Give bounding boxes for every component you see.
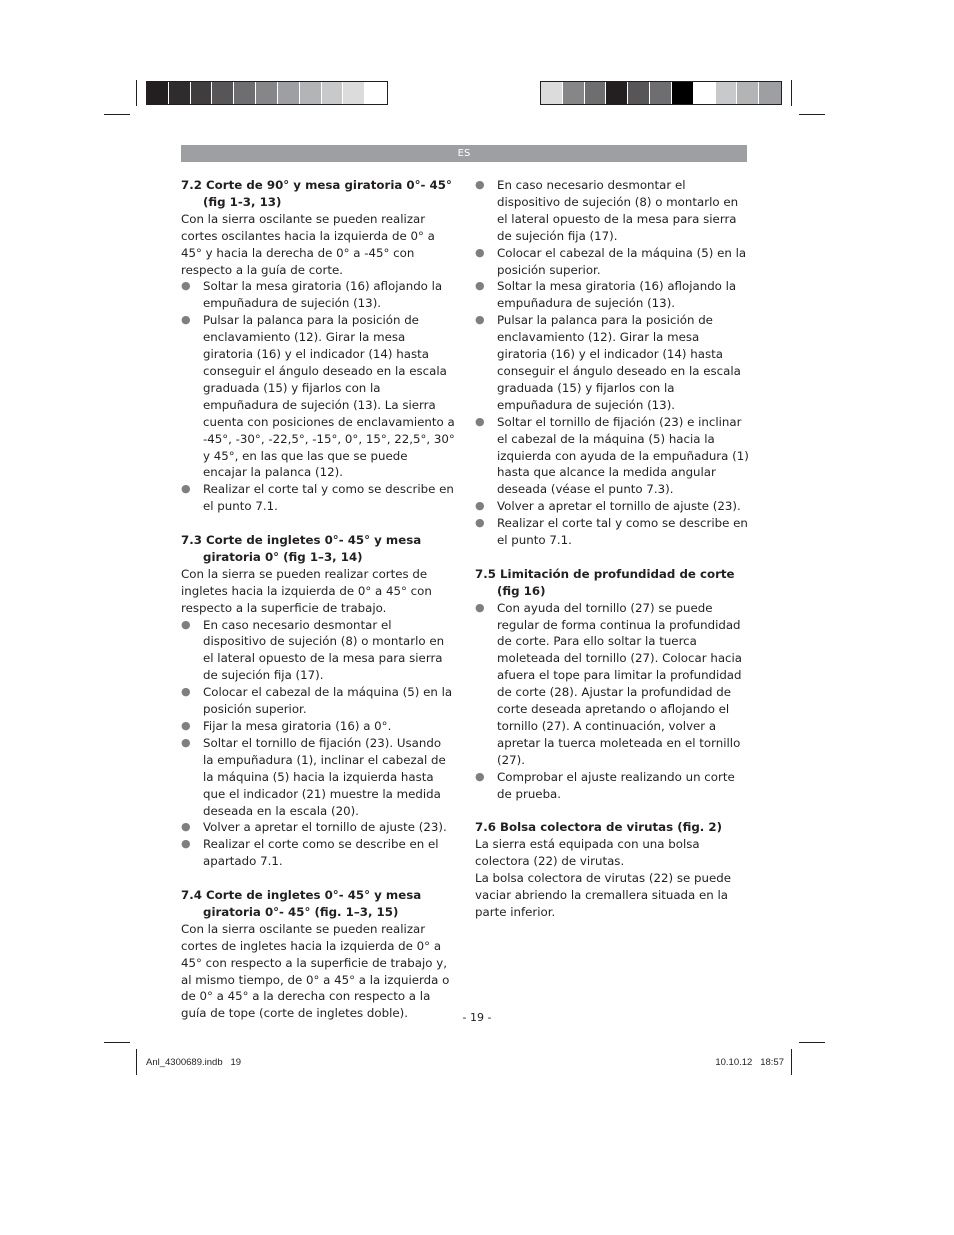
list-item-text: Soltar la mesa giratoria (16) aflojando la empuñadura de sujeción (13). bbox=[497, 279, 737, 311]
section bbox=[475, 819, 749, 920]
bullet-icon: ● bbox=[475, 279, 485, 293]
color-swatch bbox=[606, 82, 628, 104]
list-item-text: En caso necesario desmontar el dispositivo de sujeción (8) o montarlo en el lateral opuesto de la mesa para sierra de sujeción fija (17). bbox=[203, 617, 445, 683]
color-swatch bbox=[343, 82, 365, 104]
bullet-icon: ● bbox=[475, 245, 485, 259]
bullet-list bbox=[181, 617, 455, 871]
footer-file: Anl_4300689.indb 19 bbox=[146, 1057, 242, 1068]
bullet-list bbox=[475, 177, 749, 549]
section-paragraph: La bolsa colectora de virutas (22) se puede vaciar abriendo la cremallera situada en la parte inferior. bbox=[475, 871, 731, 919]
color-swatch bbox=[169, 82, 191, 104]
list-item bbox=[475, 312, 749, 413]
crop-mark bbox=[791, 80, 792, 106]
section bbox=[181, 887, 455, 1022]
bullet-icon: ● bbox=[181, 820, 191, 834]
crop-mark bbox=[799, 1042, 825, 1043]
list-item bbox=[475, 515, 749, 549]
color-swatch bbox=[737, 82, 759, 104]
list-item-text: Realizar el corte tal y como se describe en el punto 7.1. bbox=[203, 482, 454, 514]
footer-timestamp: 10.10.12 18:57 bbox=[715, 1057, 784, 1068]
bullet-icon: ● bbox=[181, 718, 191, 732]
color-swatch bbox=[650, 82, 672, 104]
bullet-icon: ● bbox=[475, 499, 485, 513]
color-swatch bbox=[694, 82, 716, 104]
list-item bbox=[475, 278, 749, 312]
list-item-text: Realizar el corte tal y como se describe en el punto 7.1. bbox=[497, 516, 748, 548]
bullet-icon: ● bbox=[181, 617, 191, 631]
list-item-text: Volver a apretar el tornillo de ajuste (23). bbox=[497, 499, 741, 514]
bullet-icon: ● bbox=[475, 600, 485, 614]
list-item bbox=[181, 718, 455, 735]
list-item-text: En caso necesario desmontar el dispositivo de sujeción (8) o montarlo en el lateral opuesto de la mesa para sierra de sujeción fija (17). bbox=[497, 178, 739, 243]
list-item bbox=[475, 414, 749, 499]
bullet-icon: ● bbox=[475, 516, 485, 530]
bullet-icon: ● bbox=[475, 313, 485, 327]
section bbox=[181, 177, 455, 515]
bullet-icon: ● bbox=[181, 837, 191, 851]
bullet-icon: ● bbox=[475, 414, 485, 428]
language-header: ES bbox=[181, 145, 747, 162]
list-item bbox=[181, 735, 455, 820]
section-paragraph: Con la sierra se pueden realizar cortes de ingletes hacia la izquierda de 0° a 45° con respecto a la superficie de trabajo. bbox=[181, 566, 432, 615]
color-swatch bbox=[672, 82, 694, 104]
crop-mark bbox=[136, 80, 137, 106]
bullet-icon: ● bbox=[181, 279, 191, 293]
list-item-text: Soltar el tornillo de fijación (23) e inclinar el cabezal de la máquina (5) hacia la izquierda con ayuda de la empuñadura (1) hasta que alcance la medida angular deseada (véase el punto 7.3). bbox=[497, 414, 749, 497]
list-item-text: Colocar el cabezal de la máquina (5) en la posición superior. bbox=[497, 245, 747, 277]
list-item bbox=[181, 312, 455, 481]
color-bar-left bbox=[146, 81, 388, 105]
list-item bbox=[475, 177, 749, 245]
list-item bbox=[181, 819, 455, 836]
color-swatch bbox=[365, 82, 387, 104]
color-swatch bbox=[234, 82, 256, 104]
color-swatch bbox=[191, 82, 213, 104]
bullet-icon: ● bbox=[475, 769, 485, 783]
left-column bbox=[181, 177, 455, 1039]
section-heading: 7.5 Limitación de profundidad de corte (fig 16) bbox=[475, 566, 735, 598]
list-item bbox=[181, 684, 455, 718]
list-item bbox=[181, 481, 455, 515]
bullet-list bbox=[181, 278, 455, 515]
list-item-text: Soltar el tornillo de fijación (23). Usando la empuñadura (1), inclinar el cabezal de la máquina (5) hacia la izquierda hasta que el indicador (21) muestre la medida deseada en la escala (20). bbox=[203, 735, 446, 818]
color-swatch bbox=[212, 82, 234, 104]
color-swatch bbox=[716, 82, 738, 104]
section-heading: 7.3 Corte de ingletes 0°- 45° y mesa giratoria 0° (fig 1–3, 14) bbox=[181, 533, 422, 564]
bullet-icon: ● bbox=[181, 482, 191, 496]
section-paragraph: La sierra está equipada con una bolsa colectora (22) de virutas. bbox=[475, 837, 700, 869]
color-swatch bbox=[147, 82, 169, 104]
color-swatch bbox=[541, 82, 563, 104]
color-swatch bbox=[322, 82, 344, 104]
color-swatch bbox=[585, 82, 607, 104]
list-item-text: Pulsar la palanca para la posición de enclavamiento (12). Girar la mesa giratoria (16) y el indicador (14) hasta conseguir el ángulo deseado en la escala graduada (15) y fijarlos con la empuñadura de sujeción (13). La sierra cuenta con posiciones de enclavamiento a -45°, -30°, -22,5°, -15°, 0°, 15°, 22,5°, 30° y 45°, en las que las que se puede encajar la palanca (12). bbox=[203, 313, 455, 480]
list-item-text: Pulsar la palanca para la posición de enclavamiento (12). Girar la mesa giratoria (16) y el indicador (14) hasta conseguir el ángulo deseado en la escala graduada (15) y fijarlos con la empuñadura de sujeción (13). bbox=[497, 313, 741, 412]
page-number: - 19 - bbox=[462, 1011, 492, 1024]
section bbox=[475, 177, 749, 549]
crop-mark bbox=[104, 1042, 130, 1043]
list-item-text: Colocar el cabezal de la máquina (5) en la posición superior. bbox=[203, 685, 453, 717]
bullet-icon: ● bbox=[181, 685, 191, 699]
list-item bbox=[475, 498, 749, 515]
bullet-icon: ● bbox=[181, 313, 191, 327]
section-heading: 7.6 Bolsa colectora de virutas (fig. 2) bbox=[475, 820, 722, 835]
list-item bbox=[181, 836, 455, 870]
bullet-icon: ● bbox=[475, 178, 485, 191]
section bbox=[181, 532, 455, 870]
list-item-text: Comprobar el ajuste realizando un corte de prueba. bbox=[497, 769, 735, 801]
color-swatch bbox=[628, 82, 650, 104]
color-bar-right bbox=[540, 81, 782, 105]
section-heading: 7.4 Corte de ingletes 0°- 45° y mesa giratoria 0°- 45° (fig. 1–3, 15) bbox=[181, 888, 422, 919]
list-item-text: Soltar la mesa giratoria (16) aflojando la empuñadura de sujeción (13). bbox=[203, 279, 443, 311]
section bbox=[475, 566, 749, 803]
right-column bbox=[475, 177, 749, 938]
section-heading: 7.2 Corte de 90° y mesa giratoria 0°- 45° (fig 1-3, 13) bbox=[181, 178, 452, 209]
list-item bbox=[181, 617, 455, 685]
list-item bbox=[475, 600, 749, 769]
crop-mark bbox=[791, 1049, 792, 1075]
color-swatch bbox=[278, 82, 300, 104]
list-item-text: Realizar el corte como se describe en el apartado 7.1. bbox=[203, 837, 439, 869]
crop-mark bbox=[799, 114, 825, 115]
list-item-text: Volver a apretar el tornillo de ajuste (23). bbox=[203, 820, 447, 835]
section-paragraph: Con la sierra oscilante se pueden realizar cortes oscilantes hacia la izquierda de 0° a 45° y hacia la derecha de 0° a -45° con respecto a la guía de corte. bbox=[181, 211, 435, 277]
bullet-list bbox=[475, 600, 749, 803]
color-swatch bbox=[300, 82, 322, 104]
bullet-icon: ● bbox=[181, 735, 191, 749]
list-item bbox=[475, 769, 749, 803]
section-paragraph: Con la sierra oscilante se pueden realizar cortes de ingletes hacia la izquierda de 0° a 45° con respecto a la superficie de trabajo y, al mismo tiempo, de 0° a 45° a la izquierda o de 0° a 45° a la derecha con respecto a la guía de tope (corte de ingletes doble). bbox=[181, 921, 450, 1021]
list-item-text: Con ayuda del tornillo (27) se puede regular de forma continua la profundidad de corte. Para ello soltar la tuerca moleteada del tornillo (27). Colocar hacia afuera el tope para limitar la profundidad de corte (28). Ajustar la profundidad de corte deseada apretando o aflojando el tornillo (27). A continuación, volver a apretar la tuerca moleteada en el tornillo (27). bbox=[497, 600, 743, 767]
crop-mark bbox=[136, 1049, 137, 1075]
color-swatch bbox=[759, 82, 781, 104]
list-item bbox=[181, 278, 455, 312]
color-swatch bbox=[563, 82, 585, 104]
list-item-text: Fijar la mesa giratoria (16) a 0°. bbox=[203, 718, 392, 733]
list-item bbox=[475, 245, 749, 279]
color-swatch bbox=[256, 82, 278, 104]
crop-mark bbox=[104, 114, 130, 115]
